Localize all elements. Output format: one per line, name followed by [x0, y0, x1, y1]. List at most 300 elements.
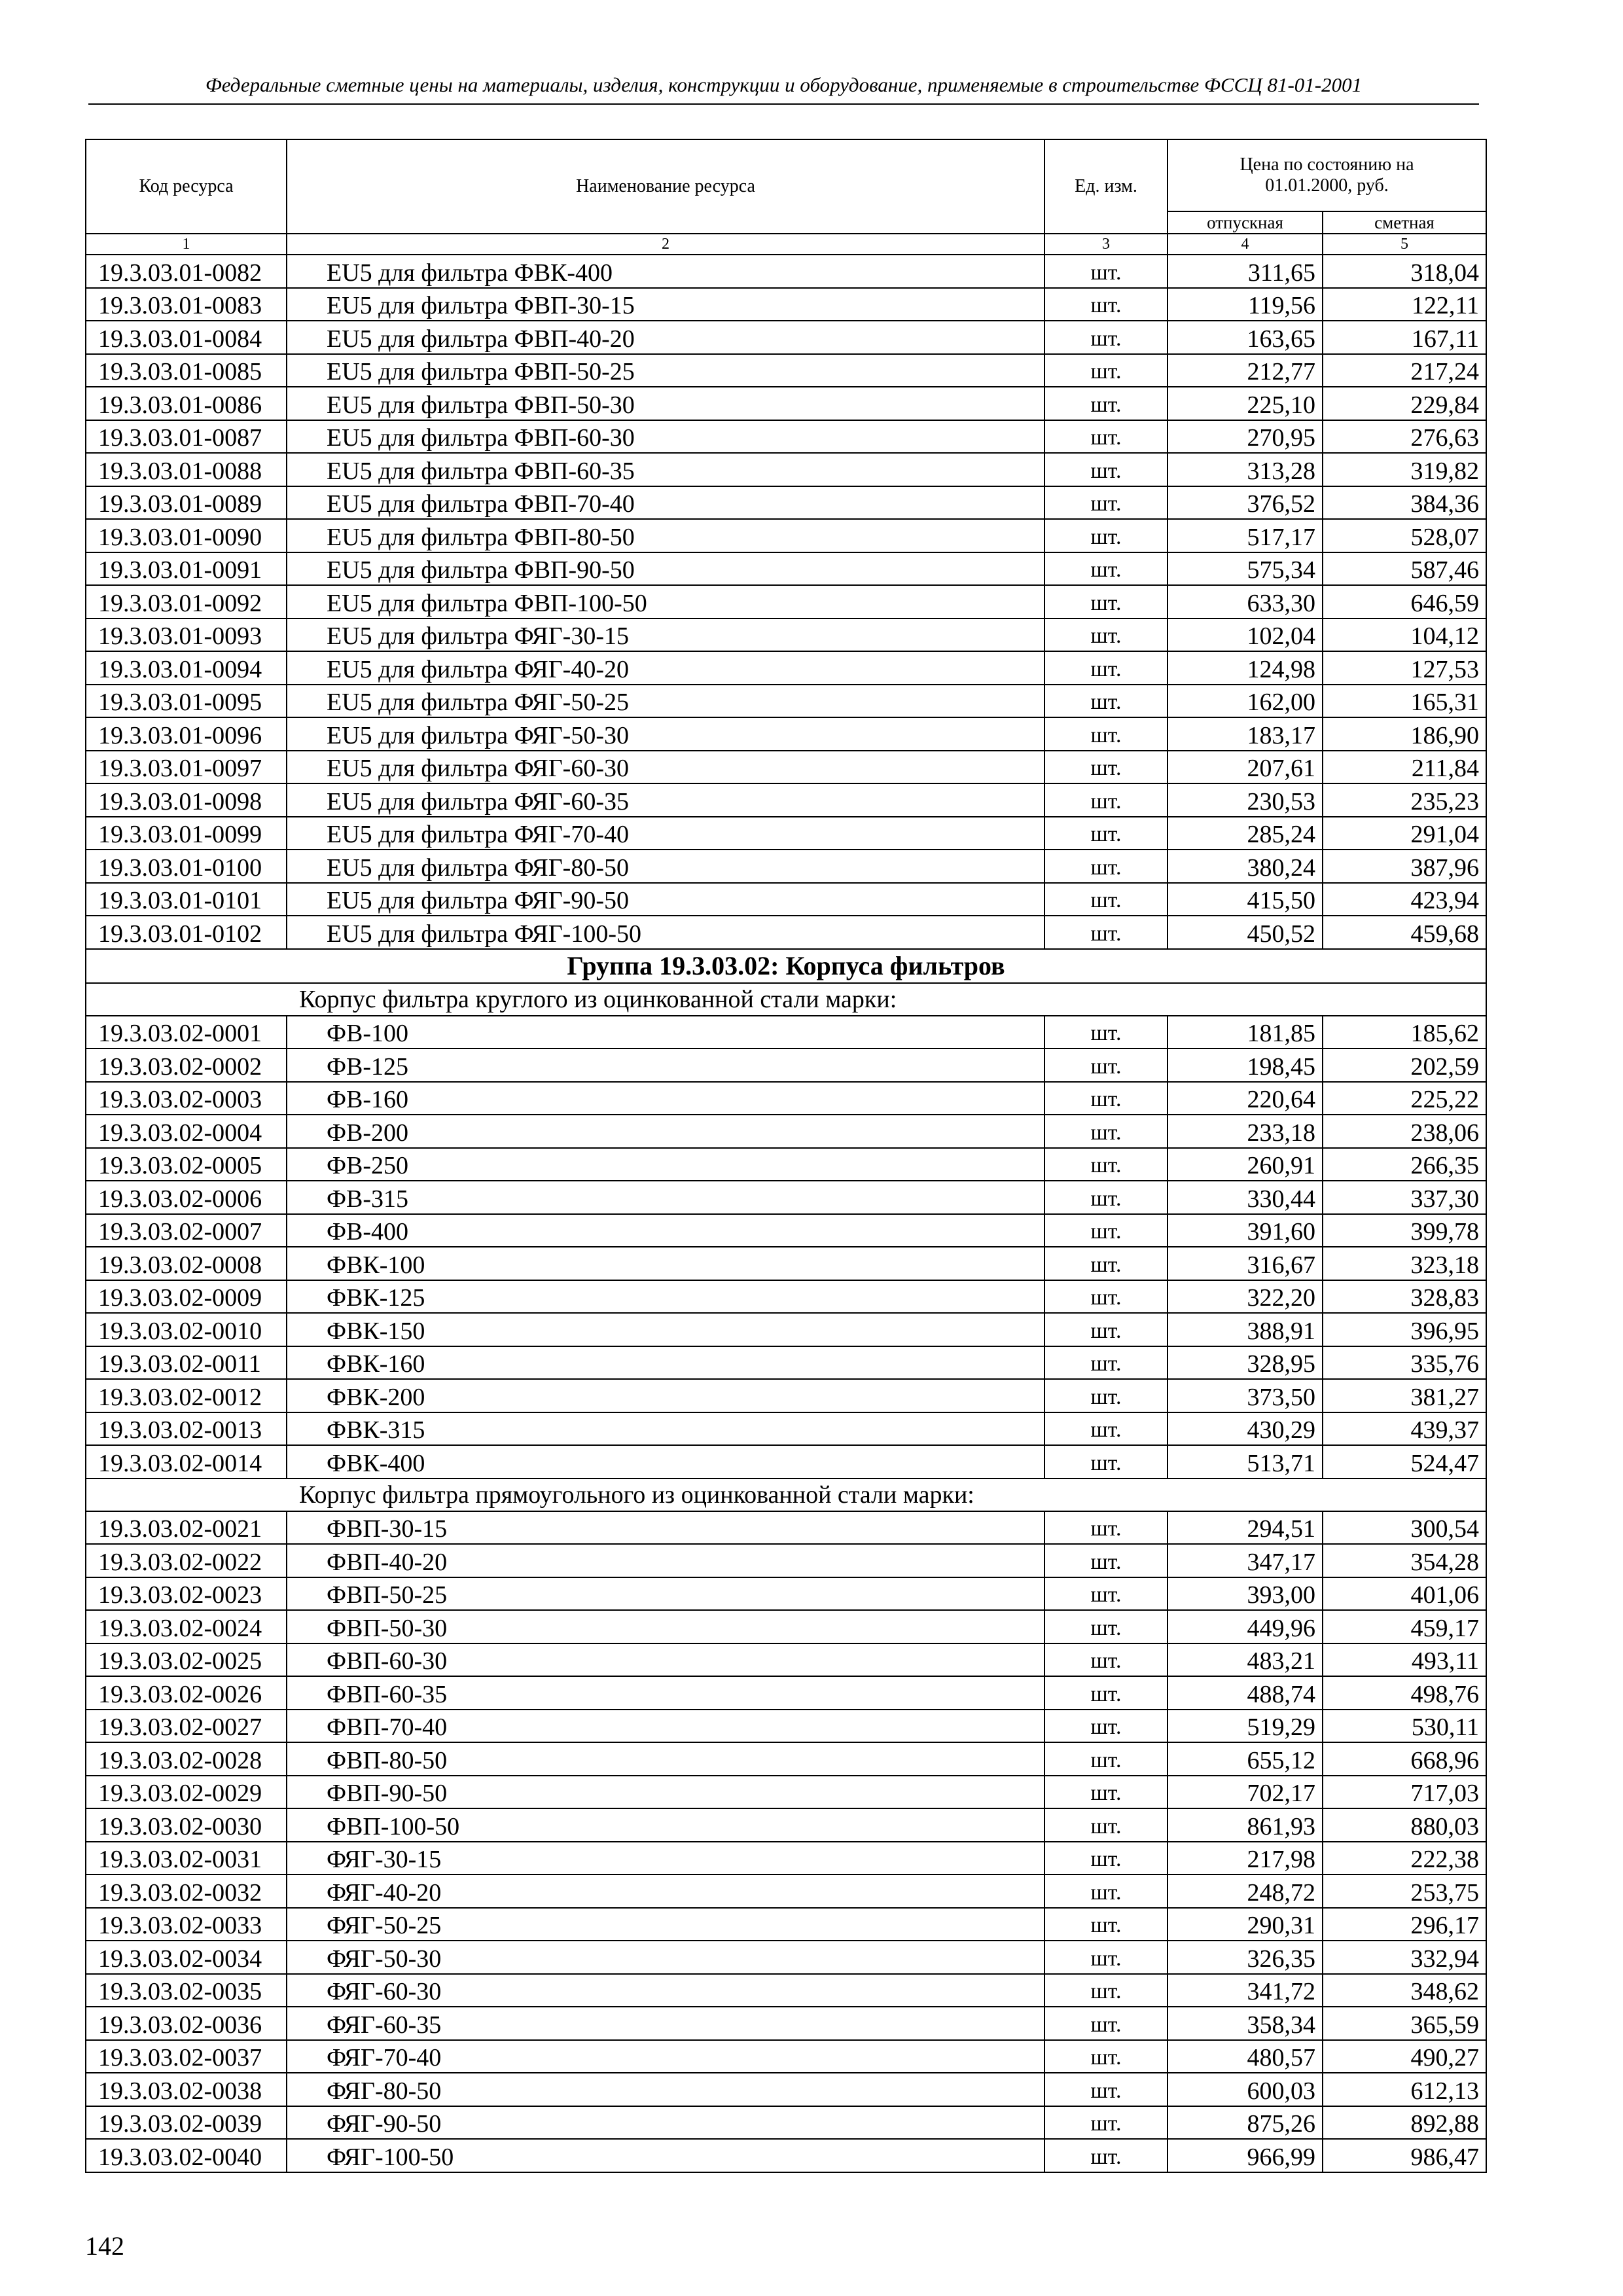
resource-name: ФВП-80-50 — [287, 1742, 1044, 1776]
estimate-price: 459,68 — [1323, 916, 1486, 949]
release-price: 376,52 — [1168, 486, 1323, 520]
estimate-price: 399,78 — [1323, 1214, 1486, 1247]
estimate-price: 266,35 — [1323, 1148, 1486, 1181]
resource-code: 19.3.03.01-0084 — [86, 321, 287, 354]
resource-code: 19.3.03.01-0091 — [86, 552, 287, 586]
group-heading-row — [86, 949, 1486, 983]
resource-code: 19.3.03.02-0040 — [86, 2139, 287, 2172]
unit-cell: шт. — [1044, 1808, 1168, 1842]
estimate-price: 165,31 — [1323, 685, 1486, 718]
resource-code: 19.3.03.02-0034 — [86, 1941, 287, 1974]
resource-name: ФВП-50-30 — [287, 1610, 1044, 1643]
table-row — [86, 1313, 1486, 1346]
release-price: 393,00 — [1168, 1577, 1323, 1611]
resource-name: EU5 для фильтра ФЯГ-70-40 — [287, 817, 1044, 850]
unit-cell: шт. — [1044, 685, 1168, 718]
unit-cell: шт. — [1044, 354, 1168, 387]
estimate-price: 528,07 — [1323, 519, 1486, 552]
resource-code: 19.3.03.02-0022 — [86, 1544, 287, 1577]
table-row — [86, 1874, 1486, 1908]
table-row — [86, 321, 1486, 354]
unit-cell: шт. — [1044, 1776, 1168, 1809]
resource-code: 19.3.03.01-0099 — [86, 817, 287, 850]
table-row — [86, 2007, 1486, 2040]
unit-cell: шт. — [1044, 1115, 1168, 1148]
resource-code: 19.3.03.01-0092 — [86, 585, 287, 619]
estimate-price: 337,30 — [1323, 1181, 1486, 1214]
release-price: 285,24 — [1168, 817, 1323, 850]
unit-cell: шт. — [1044, 321, 1168, 354]
estimate-price: 225,22 — [1323, 1082, 1486, 1115]
release-price: 966,99 — [1168, 2139, 1323, 2172]
unit-cell: шт. — [1044, 850, 1168, 883]
estimate-price: 381,27 — [1323, 1379, 1486, 1412]
table-row — [86, 2073, 1486, 2106]
resource-name: EU5 для фильтра ФЯГ-80-50 — [287, 850, 1044, 883]
estimate-price: 439,37 — [1323, 1412, 1486, 1446]
resource-code: 19.3.03.02-0039 — [86, 2106, 287, 2140]
release-price: 248,72 — [1168, 1874, 1323, 1908]
release-price: 328,95 — [1168, 1346, 1323, 1380]
resource-code: 19.3.03.02-0002 — [86, 1049, 287, 1082]
table-row — [86, 453, 1486, 486]
estimate-price: 235,23 — [1323, 783, 1486, 817]
estimate-price: 335,76 — [1323, 1346, 1486, 1380]
unit-cell: шт. — [1044, 916, 1168, 949]
resource-code: 19.3.03.02-0006 — [86, 1181, 287, 1214]
resource-name: EU5 для фильтра ФВП-90-50 — [287, 552, 1044, 586]
unit-cell: шт. — [1044, 1874, 1168, 1908]
resource-name: ФВ-200 — [287, 1115, 1044, 1148]
resource-code: 19.3.03.02-0008 — [86, 1247, 287, 1280]
estimate-price: 498,76 — [1323, 1676, 1486, 1710]
estimate-price: 459,17 — [1323, 1610, 1486, 1643]
unit-cell: шт. — [1044, 1511, 1168, 1545]
release-price: 183,17 — [1168, 717, 1323, 751]
resource-name: ФВ-400 — [287, 1214, 1044, 1247]
release-price: 358,34 — [1168, 2007, 1323, 2040]
estimate-price: 387,96 — [1323, 850, 1486, 883]
release-price: 162,00 — [1168, 685, 1323, 718]
resource-name: ФВ-250 — [287, 1148, 1044, 1181]
unit-cell: шт. — [1044, 2040, 1168, 2073]
unit-cell: шт. — [1044, 1082, 1168, 1115]
unit-cell: шт. — [1044, 1280, 1168, 1314]
col-number-5: 5 — [1323, 234, 1486, 255]
unit-cell: шт. — [1044, 1941, 1168, 1974]
estimate-price: 493,11 — [1323, 1643, 1486, 1677]
unit-cell: шт. — [1044, 1346, 1168, 1380]
estimate-price: 348,62 — [1323, 1974, 1486, 2007]
table-row — [86, 1247, 1486, 1280]
estimate-price: 296,17 — [1323, 1908, 1486, 1941]
table-row — [86, 288, 1486, 321]
release-price: 449,96 — [1168, 1610, 1323, 1643]
estimate-price: 354,28 — [1323, 1544, 1486, 1577]
table-row — [86, 1742, 1486, 1776]
table-row — [86, 1974, 1486, 2007]
resource-code: 19.3.03.01-0082 — [86, 255, 287, 288]
resource-name: ФВП-50-25 — [287, 1577, 1044, 1611]
release-price: 326,35 — [1168, 1941, 1323, 1974]
resource-code: 19.3.03.01-0094 — [86, 651, 287, 685]
release-price: 380,24 — [1168, 850, 1323, 883]
unit-cell: шт. — [1044, 2139, 1168, 2172]
estimate-price: 238,06 — [1323, 1115, 1486, 1148]
release-price: 260,91 — [1168, 1148, 1323, 1181]
resource-name: ФВ-315 — [287, 1181, 1044, 1214]
resource-name: ФЯГ-90-50 — [287, 2106, 1044, 2140]
resource-code: 19.3.03.02-0004 — [86, 1115, 287, 1148]
resource-code: 19.3.03.02-0011 — [86, 1346, 287, 1380]
table-row — [86, 1511, 1486, 1545]
resource-code: 19.3.03.02-0012 — [86, 1379, 287, 1412]
resource-name: ФВП-60-35 — [287, 1676, 1044, 1710]
resource-name: EU5 для фильтра ФВП-60-35 — [287, 453, 1044, 486]
table-row — [86, 2139, 1486, 2172]
estimate-price: 401,06 — [1323, 1577, 1486, 1611]
resource-code: 19.3.03.01-0089 — [86, 486, 287, 520]
release-price: 415,50 — [1168, 883, 1323, 916]
resource-name: ФВП-100-50 — [287, 1808, 1044, 1842]
unit-cell: шт. — [1044, 2007, 1168, 2040]
table-row — [86, 519, 1486, 552]
release-price: 230,53 — [1168, 783, 1323, 817]
release-price: 294,51 — [1168, 1511, 1323, 1545]
col-number-3: 3 — [1044, 234, 1168, 255]
estimate-price: 396,95 — [1323, 1313, 1486, 1346]
release-price: 373,50 — [1168, 1379, 1323, 1412]
resource-name: EU5 для фильтра ФЯГ-50-30 — [287, 717, 1044, 751]
estimate-price: 880,03 — [1323, 1808, 1486, 1842]
table-row — [86, 354, 1486, 387]
release-price: 102,04 — [1168, 619, 1323, 652]
resource-code: 19.3.03.02-0014 — [86, 1445, 287, 1479]
resource-code: 19.3.03.01-0096 — [86, 717, 287, 751]
resource-code: 19.3.03.01-0097 — [86, 751, 287, 784]
resource-name: ФВП-90-50 — [287, 1776, 1044, 1809]
resource-name: EU5 для фильтра ФВП-100-50 — [287, 585, 1044, 619]
col-header-release: отпускная — [1168, 211, 1323, 234]
release-price: 217,98 — [1168, 1842, 1323, 1875]
unit-cell: шт. — [1044, 1544, 1168, 1577]
resource-code: 19.3.03.02-0026 — [86, 1676, 287, 1710]
resource-name: EU5 для фильтра ФЯГ-50-25 — [287, 685, 1044, 718]
resource-name: EU5 для фильтра ФЯГ-90-50 — [287, 883, 1044, 916]
table-row — [86, 1115, 1486, 1148]
unit-cell: шт. — [1044, 1214, 1168, 1247]
unit-cell: шт. — [1044, 1016, 1168, 1049]
price-table — [85, 139, 1487, 2173]
resource-code: 19.3.03.02-0038 — [86, 2073, 287, 2106]
release-price: 655,12 — [1168, 1742, 1323, 1776]
release-price: 290,31 — [1168, 1908, 1323, 1941]
unit-cell: шт. — [1044, 1610, 1168, 1643]
resource-name: EU5 для фильтра ФЯГ-30-15 — [287, 619, 1044, 652]
unit-cell: шт. — [1044, 387, 1168, 420]
unit-cell: шт. — [1044, 1577, 1168, 1611]
resource-code: 19.3.03.02-0029 — [86, 1776, 287, 1809]
running-header: Федеральные сметные цены на материалы, изделия, конструкции и оборудование, применяемые в строительстве ФССЦ 81-01-2001 — [205, 73, 1363, 96]
estimate-price: 384,36 — [1323, 486, 1486, 520]
estimate-price: 490,27 — [1323, 2040, 1486, 2073]
unit-cell: шт. — [1044, 288, 1168, 321]
resource-code: 19.3.03.02-0021 — [86, 1511, 287, 1545]
resource-code: 19.3.03.02-0025 — [86, 1643, 287, 1677]
table-row — [86, 552, 1486, 586]
unit-cell: шт. — [1044, 1643, 1168, 1677]
resource-code: 19.3.03.01-0087 — [86, 420, 287, 454]
resource-code: 19.3.03.02-0001 — [86, 1016, 287, 1049]
unit-cell: шт. — [1044, 585, 1168, 619]
estimate-price: 892,88 — [1323, 2106, 1486, 2140]
resource-name: ФЯГ-50-30 — [287, 1941, 1044, 1974]
resource-code: 19.3.03.02-0037 — [86, 2040, 287, 2073]
unit-cell: шт. — [1044, 1247, 1168, 1280]
resource-code: 19.3.03.01-0100 — [86, 850, 287, 883]
resource-code: 19.3.03.02-0032 — [86, 1874, 287, 1908]
resource-name: ФЯГ-50-25 — [287, 1908, 1044, 1941]
release-price: 861,93 — [1168, 1808, 1323, 1842]
release-price: 198,45 — [1168, 1049, 1323, 1082]
table-row — [86, 1808, 1486, 1842]
table-row — [86, 255, 1486, 288]
unit-cell: шт. — [1044, 619, 1168, 652]
table-row — [86, 751, 1486, 784]
resource-name: EU5 для фильтра ФЯГ-60-35 — [287, 783, 1044, 817]
release-price: 124,98 — [1168, 651, 1323, 685]
resource-name: ФВК-150 — [287, 1313, 1044, 1346]
estimate-price: 328,83 — [1323, 1280, 1486, 1314]
resource-code: 19.3.03.01-0093 — [86, 619, 287, 652]
estimate-price: 668,96 — [1323, 1742, 1486, 1776]
unit-cell: шт. — [1044, 486, 1168, 520]
estimate-price: 612,13 — [1323, 2073, 1486, 2106]
table-row — [86, 1941, 1486, 1974]
release-price: 341,72 — [1168, 1974, 1323, 2007]
col-header-code: Код ресурса — [86, 139, 287, 234]
estimate-price: 717,03 — [1323, 1776, 1486, 1809]
resource-name: EU5 для фильтра ФВК-400 — [287, 255, 1044, 288]
release-price: 330,44 — [1168, 1181, 1323, 1214]
unit-cell: шт. — [1044, 1313, 1168, 1346]
estimate-price: 217,24 — [1323, 354, 1486, 387]
resource-name: ФВП-70-40 — [287, 1710, 1044, 1743]
resource-name: ФЯГ-80-50 — [287, 2073, 1044, 2106]
table-row — [86, 1016, 1486, 1049]
unit-cell: шт. — [1044, 1445, 1168, 1479]
estimate-price: 423,94 — [1323, 883, 1486, 916]
estimate-price: 986,47 — [1323, 2139, 1486, 2172]
table-row — [86, 2106, 1486, 2140]
header-rule — [88, 103, 1479, 105]
resource-name: EU5 для фильтра ФВП-70-40 — [287, 486, 1044, 520]
unit-cell: шт. — [1044, 717, 1168, 751]
table-row — [86, 1676, 1486, 1710]
table-row — [86, 1148, 1486, 1181]
table-row — [86, 783, 1486, 817]
table-row — [86, 916, 1486, 949]
estimate-price: 222,38 — [1323, 1842, 1486, 1875]
resource-code: 19.3.03.02-0028 — [86, 1742, 287, 1776]
release-price: 517,17 — [1168, 519, 1323, 552]
col-header-price: Цена по состоянию на 01.01.2000, руб. — [1168, 139, 1486, 211]
resource-name: ФВК-100 — [287, 1247, 1044, 1280]
unit-cell: шт. — [1044, 783, 1168, 817]
release-price: 633,30 — [1168, 585, 1323, 619]
resource-name: ФВК-400 — [287, 1445, 1044, 1479]
release-price: 519,29 — [1168, 1710, 1323, 1743]
estimate-price: 524,47 — [1323, 1445, 1486, 1479]
release-price: 391,60 — [1168, 1214, 1323, 1247]
table-row — [86, 1214, 1486, 1247]
resource-name: EU5 для фильтра ФЯГ-100-50 — [287, 916, 1044, 949]
resource-name: EU5 для фильтра ФВП-40-20 — [287, 321, 1044, 354]
resource-code: 19.3.03.02-0010 — [86, 1313, 287, 1346]
table-row — [86, 685, 1486, 718]
unit-cell: шт. — [1044, 1148, 1168, 1181]
estimate-price: 646,59 — [1323, 585, 1486, 619]
resource-name: ФВП-40-20 — [287, 1544, 1044, 1577]
release-price: 270,95 — [1168, 420, 1323, 454]
resource-code: 19.3.03.02-0007 — [86, 1214, 287, 1247]
table-row — [86, 1643, 1486, 1677]
col-number-2: 2 — [287, 234, 1044, 255]
unit-cell: шт. — [1044, 255, 1168, 288]
release-price: 513,71 — [1168, 1445, 1323, 1479]
col-header-name: Наименование ресурса — [287, 139, 1044, 234]
resource-name: ФЯГ-40-20 — [287, 1874, 1044, 1908]
release-price: 225,10 — [1168, 387, 1323, 420]
col-number-1: 1 — [86, 234, 287, 255]
estimate-price: 229,84 — [1323, 387, 1486, 420]
release-price: 181,85 — [1168, 1016, 1323, 1049]
resource-code: 19.3.03.01-0102 — [86, 916, 287, 949]
unit-cell: шт. — [1044, 751, 1168, 784]
estimate-price: 185,62 — [1323, 1016, 1486, 1049]
unit-cell: шт. — [1044, 1908, 1168, 1941]
estimate-price: 587,46 — [1323, 552, 1486, 586]
resource-code: 19.3.03.02-0031 — [86, 1842, 287, 1875]
table-row — [86, 1842, 1486, 1875]
release-price: 322,20 — [1168, 1280, 1323, 1314]
resource-code: 19.3.03.02-0024 — [86, 1610, 287, 1643]
release-price: 220,64 — [1168, 1082, 1323, 1115]
resource-code: 19.3.03.01-0090 — [86, 519, 287, 552]
unit-cell: шт. — [1044, 1742, 1168, 1776]
table-row — [86, 1379, 1486, 1412]
release-price: 483,21 — [1168, 1643, 1323, 1677]
unit-cell: шт. — [1044, 1676, 1168, 1710]
estimate-price: 530,11 — [1323, 1710, 1486, 1743]
unit-cell: шт. — [1044, 453, 1168, 486]
resource-code: 19.3.03.02-0033 — [86, 1908, 287, 1941]
estimate-price: 276,63 — [1323, 420, 1486, 454]
estimate-price: 202,59 — [1323, 1049, 1486, 1082]
table-row — [86, 717, 1486, 751]
resource-code: 19.3.03.01-0083 — [86, 288, 287, 321]
unit-cell: шт. — [1044, 1379, 1168, 1412]
table-row — [86, 883, 1486, 916]
table-row — [86, 1412, 1486, 1446]
release-price: 347,17 — [1168, 1544, 1323, 1577]
table-row — [86, 619, 1486, 652]
release-price: 207,61 — [1168, 751, 1323, 784]
estimate-price: 186,90 — [1323, 717, 1486, 751]
resource-code: 19.3.03.01-0088 — [86, 453, 287, 486]
unit-cell: шт. — [1044, 519, 1168, 552]
table-row — [86, 1908, 1486, 1941]
resource-name: ФВК-125 — [287, 1280, 1044, 1314]
release-price: 311,65 — [1168, 255, 1323, 288]
resource-name: ФЯГ-30-15 — [287, 1842, 1044, 1875]
table-row — [86, 850, 1486, 883]
release-price: 430,29 — [1168, 1412, 1323, 1446]
table-row — [86, 1544, 1486, 1577]
release-price: 488,74 — [1168, 1676, 1323, 1710]
resource-code: 19.3.03.01-0098 — [86, 783, 287, 817]
resource-name: ФВ-160 — [287, 1082, 1044, 1115]
resource-name: EU5 для фильтра ФЯГ-60-30 — [287, 751, 1044, 784]
release-price: 212,77 — [1168, 354, 1323, 387]
release-price: 316,67 — [1168, 1247, 1323, 1280]
resource-name: EU5 для фильтра ФВП-50-30 — [287, 387, 1044, 420]
resource-code: 19.3.03.02-0023 — [86, 1577, 287, 1611]
resource-name: ФВП-30-15 — [287, 1511, 1044, 1545]
resource-name: ФВК-160 — [287, 1346, 1044, 1380]
release-price: 600,03 — [1168, 2073, 1323, 2106]
estimate-price: 319,82 — [1323, 453, 1486, 486]
resource-name: ФЯГ-60-35 — [287, 2007, 1044, 2040]
group-heading: Группа 19.3.03.02: Корпуса фильтров — [86, 949, 1486, 983]
unit-cell: шт. — [1044, 651, 1168, 685]
table-row — [86, 1610, 1486, 1643]
resource-code: 19.3.03.01-0101 — [86, 883, 287, 916]
table-row — [86, 1082, 1486, 1115]
table-row — [86, 1181, 1486, 1214]
resource-code: 19.3.03.02-0005 — [86, 1148, 287, 1181]
resource-name: ФВК-315 — [287, 1412, 1044, 1446]
estimate-price: 332,94 — [1323, 1941, 1486, 1974]
estimate-price: 291,04 — [1323, 817, 1486, 850]
resource-code: 19.3.03.02-0013 — [86, 1412, 287, 1446]
unit-cell: шт. — [1044, 1842, 1168, 1875]
table-row — [86, 2040, 1486, 2073]
release-price: 702,17 — [1168, 1776, 1323, 1809]
estimate-price: 253,75 — [1323, 1874, 1486, 1908]
resource-code: 19.3.03.02-0009 — [86, 1280, 287, 1314]
unit-cell: шт. — [1044, 552, 1168, 586]
release-price: 119,56 — [1168, 288, 1323, 321]
table-row — [86, 585, 1486, 619]
resource-code: 19.3.03.02-0035 — [86, 1974, 287, 2007]
unit-cell: шт. — [1044, 1049, 1168, 1082]
estimate-price: 300,54 — [1323, 1511, 1486, 1545]
resource-name: EU5 для фильтра ФЯГ-40-20 — [287, 651, 1044, 685]
resource-name: ФВ-125 — [287, 1049, 1044, 1082]
release-price: 875,26 — [1168, 2106, 1323, 2140]
table-row — [86, 420, 1486, 454]
resource-name: EU5 для фильтра ФВП-80-50 — [287, 519, 1044, 552]
table-row — [86, 1445, 1486, 1479]
resource-name: ФВП-60-30 — [287, 1643, 1044, 1677]
resource-name: ФЯГ-100-50 — [287, 2139, 1044, 2172]
estimate-price: 122,11 — [1323, 288, 1486, 321]
unit-cell: шт. — [1044, 1974, 1168, 2007]
estimate-price: 323,18 — [1323, 1247, 1486, 1280]
subgroup-heading-row — [86, 983, 1486, 1016]
unit-cell: шт. — [1044, 2073, 1168, 2106]
